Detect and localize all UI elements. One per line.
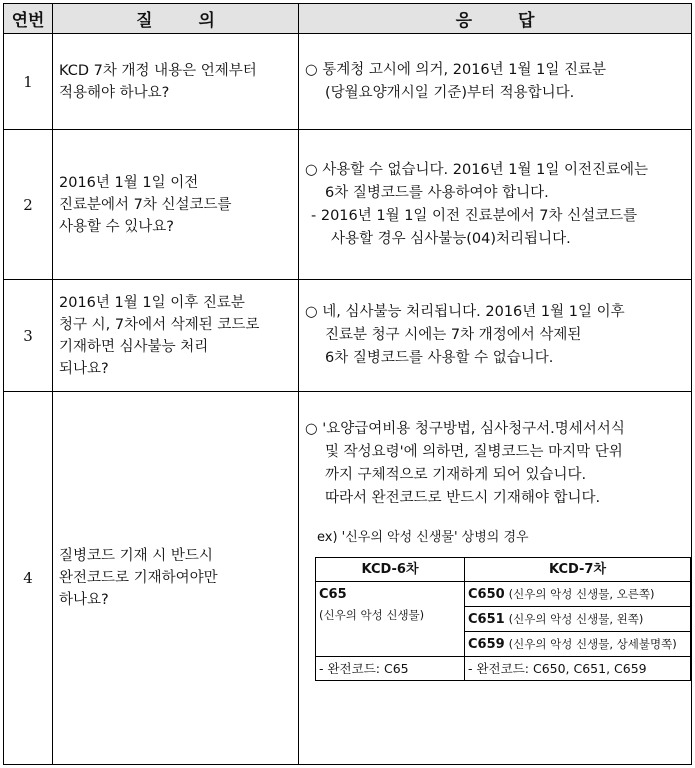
answer-line: ○ 사용할 수 없습니다. 2016년 1월 1일 이전진료에는 [305, 161, 648, 178]
answer-line: 사용할 경우 심사불능(04)처리됩니다. [331, 230, 571, 247]
question-cell [53, 280, 299, 392]
kcd7-complete-code: - 완전코드: C650, C651, C659 [465, 657, 691, 681]
kcd7-code: C659 [468, 637, 505, 652]
kcd6-header: KCD-6차 [316, 558, 465, 582]
question-line: 사용할 수 있나요? [59, 218, 174, 235]
qa-table [3, 3, 692, 765]
row-number: 4 [4, 392, 53, 765]
answer-line: ○ '요양급여비용 청구방법, 심사청구서.명세서서식 [305, 421, 625, 437]
kcd6-desc: (신우의 악성 신생물) [319, 608, 425, 622]
answer-cell [299, 392, 692, 765]
kcd7-code-cell [465, 582, 691, 607]
question-line: 청구 시, 7차에서 삭제된 코드로 [59, 316, 260, 333]
row-number: 3 [4, 280, 53, 392]
answer-line: 6차 질병코드를 사용하여야 합니다. [325, 184, 549, 201]
answer-cell [299, 34, 692, 130]
table-row [4, 392, 692, 765]
table-row [4, 34, 692, 130]
kcd7-desc: (신우의 악성 신생물, 오른쪽) [508, 587, 655, 601]
example-caption: ex) '신우의 악성 신생물' 상병의 경우 [317, 530, 529, 545]
kcd7-header: KCD-7차 [465, 558, 691, 582]
question-line: 완전코드로 기재하여야만 [59, 570, 218, 586]
header-answer: 응답 [299, 4, 692, 34]
answer-line: ○ 네, 심사불능 처리됩니다. 2016년 1월 1일 이후 [305, 304, 625, 320]
header-row [4, 4, 692, 34]
question-cell [53, 392, 299, 765]
question-line: 되나요? [59, 360, 109, 377]
question-line: 기재하면 심사불능 처리 [59, 338, 209, 355]
answer-line: 따라서 완전코드로 반드시 기재해야 합니다. [325, 490, 601, 506]
question-line: 하나요? [59, 592, 109, 608]
kcd6-code-cell [316, 582, 465, 657]
kcd6-complete-code: - 완전코드: C65 [316, 657, 465, 681]
question-line: 2016년 1월 1일 이후 진료분 [59, 294, 245, 311]
kcd-comparison-table [315, 557, 691, 681]
kcd7-desc: (신우의 악성 신생물, 왼쪽) [508, 612, 644, 626]
answer-line: 진료분 청구 시에는 7차 개정에서 삭제된 [325, 327, 582, 343]
question-line: 2016년 1월 1일 이전 [59, 174, 199, 191]
kcd7-code-cell [465, 607, 691, 632]
answer-line: ○ 통계청 고시에 의거, 2016년 1월 1일 진료분 [305, 61, 606, 78]
table-row [4, 130, 692, 280]
question-cell [53, 130, 299, 280]
table-row [4, 280, 692, 392]
answer-line: - 2016년 1월 1일 이전 진료분에서 7차 신설코드를 [311, 207, 638, 224]
header-question: 질의 [53, 4, 299, 34]
kcd6-code: C65 [319, 587, 347, 602]
kcd7-desc: (신우의 악성 신생물, 상세불명쪽) [508, 637, 677, 651]
row-number: 2 [4, 130, 53, 280]
answer-cell [299, 130, 692, 280]
question-line: 적용해야 하나요? [59, 84, 170, 101]
answer-line: 및 작성요령'에 의하면, 질병코드는 마지막 단위 [325, 444, 623, 460]
kcd7-code: C650 [468, 587, 505, 602]
answer-cell [299, 280, 692, 392]
answer-line: 까지 구체적으로 기재하게 되어 있습니다. [325, 467, 587, 483]
question-line: KCD 7차 개정 내용은 언제부터 [59, 62, 257, 79]
kcd7-code: C651 [468, 612, 505, 627]
row-number: 1 [4, 34, 53, 130]
header-num: 연번 [4, 4, 53, 34]
kcd7-code-cell [465, 632, 691, 657]
question-line: 진료분에서 7차 신설코드를 [59, 196, 232, 213]
answer-line: 6차 질병코드를 사용할 수 없습니다. [325, 350, 554, 366]
answer-line: (당월요양개시일 기준)부터 적용합니다. [325, 84, 575, 101]
question-cell [53, 34, 299, 130]
question-line: 질병코드 기재 시 반드시 [59, 548, 213, 564]
